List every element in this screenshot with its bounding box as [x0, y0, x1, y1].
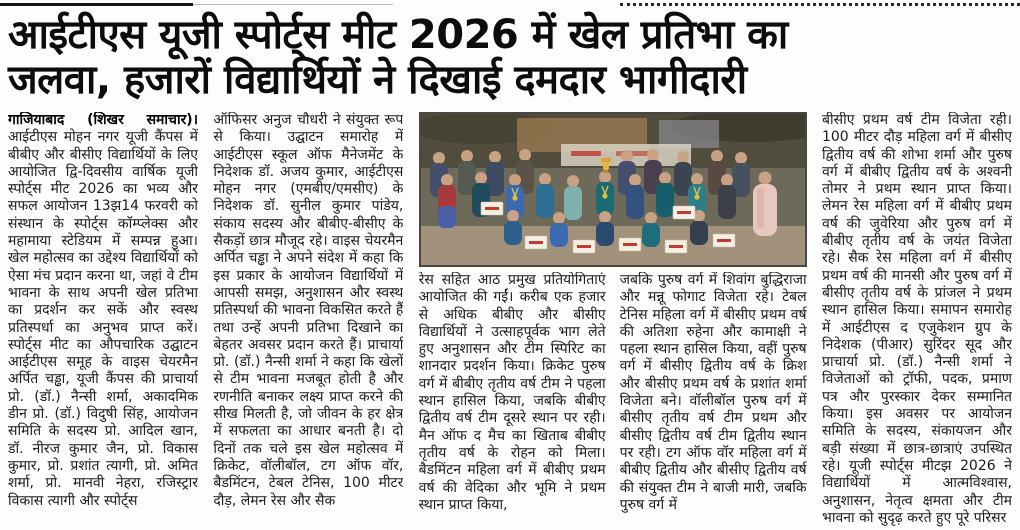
top-rule-dotted — [620, 3, 1020, 6]
article-column-2 — [213, 112, 403, 530]
article-column-5 — [822, 112, 1012, 530]
headline-line-1: आईटीएस यूजी स्पोर्ट्स मीट 2026 में खेल प्रतिभा का — [8, 12, 788, 58]
column-3-paragraph: रेस सहित आठ प्रमुख प्रतियोगिताएं आयोजित की गईं। करीब एक हजार से अधिक बीबीए और बीसीए विद्यार्थियों ने उत्साहपूर्वक भाग लेते हुए अनुशासन और टीम स्पिरिट का शानदार प्रदर्शन किया। क्रिकेट पुरुष वर्ग में बीबीए तृतीय वर्ष टीम ने पहला स्थान हासिल किया, जबकि बीबीए द्वितीय वर्ष टीम दूसरे स्थान पर रही। मैन ऑफ द मैच का खिताब बीबीए तृतीय वर्ष के रोहन को मिला। बैडमिंटन महिला वर्ग में बीबीए प्रथम वर्ष की वेदिका और भूमि ने प्रथम स्थान प्राप्त किया, — [418, 272, 606, 513]
group-photo-image — [421, 114, 805, 265]
column-1-paragraph: आईटीएस मोहन नगर यूजी कैंपस में बीबीए और बीसीए विद्यार्थियों के लिए आयोजित द्वि-दिवसीय वार्षिक यूजी स्पोर्ट्स मीट 2026 का भव्य और सफल आयोजन 13झ14 फरवरी को संस्थान के स्पोर्ट्स कॉम्प्लेक्स और महामाया स्टेडियम में सम्पन्न हुआ। खेल महोत्सव का उद्देश्य विद्यार्थियों को ऐसा मंच प्रदान करना था, जहां वे टीम भावना के साथ अपनी खेल प्रतिभा का प्रदर्शन कर सकें और स्वस्थ प्रतिस्पर्धा का अनुभव प्राप्त करें। स्पोर्ट्स मीट का औपचारिक उद्घाटन आईटीएस समूह के वाइस चेयरमैन अर्पित चड्ढा, यूजी कैंपस की प्राचार्या प्रो. (डॉ.) नैन्सी शर्मा, अकादमिक डीन प्रो. (डॉ.) विदुषी सिंह, आयोजन समिति के सदस्य प्रो. आदिल खान, डॉ. नीरज कुमार जैन, प्रो. विकास कुमार, प्रो. प्रशांत त्यागी, प्रो. अमित शर्मा, प्रो. मानवी नेहरा, रजिस्ट्रार विकास त्यागी और स्पोर्ट्स — [8, 129, 198, 509]
column-4-paragraph: जबकि पुरुष वर्ग में शिवांग बुद्धिराजा और मन्नू फोगाट विजेता रहे। टेबल टेनिस महिला वर्ग में बीसीए प्रथम वर्ष की अतिशा रुहेना और कामाक्षी ने पहला स्थान हासिल किया, वहीं पुरुष वर्ग में बीसीए द्वितीय वर्ष के क्रिश और बीसीए प्रथम वर्ष के प्रशांत शर्मा विजेता बने। वॉलीबॉल पुरुष वर्ग में बीसीए तृतीय वर्ष टीम प्रथम और बीसीए द्वितीय वर्ष टीम द्वितीय स्थान पर रही। टग ऑफ वॉर महिला वर्ग में बीबीए द्वितीय और बीसीए द्वितीय वर्ष की संयुक्त टीम ने बाजी मारी, जबकि पुरुष वर्ग में — [619, 272, 807, 513]
top-rule-thin — [193, 4, 393, 5]
article-column-4 — [620, 272, 807, 514]
article-body — [0, 110, 1020, 530]
headline-line-2: जलवा, हजारों विद्यार्थियों ने दिखाई दमदार भागीदारी — [8, 57, 747, 103]
top-rule-solid — [0, 3, 193, 6]
article-middle-section — [419, 112, 807, 530]
column-2-paragraph: ऑफिसर अनुज चौधरी ने संयुक्त रूप से किया। उद्घाटन समारोह में आईटीएस स्कूल ऑफ मैनेजमेंट के निदेशक डॉ. अजय कुमार, आईटीएस मोहन नगर (एमबीए/एमसीए) के निदेशक डॉ. सुनील कुमार पांडेय, संकाय सदस्य और बीबीए-बीसीए के सैकड़ों छात्र मौजूद रहे। वाइस चेयरमैन अर्पित चड्ढा ने अपने संदेश में कहा कि इस प्रकार के आयोजन विद्यार्थियों में आपसी समझ, अनुशासन और स्वस्थ प्रतिस्पर्धा की भावना विकसित करते हैं तथा उन्हें अपनी प्रतिभा दिखाने का बेहतर अवसर प्रदान करते हैं। प्राचार्या प्रो. (डॉ.) नैन्सी शर्मा ने कहा कि खेलों से टीम भावना मजबूत होती है और रणनीति बनाकर लक्ष्य प्राप्त करने की सीख मिलती है, जो जीवन के हर क्षेत्र में सफलता का आधार बनती है। दो दिनों तक चले इस खेल महोत्सव में क्रिकेट, वॉलीबॉल, टग ऑफ वॉर, बैडमिंटन, टेबल टेनिस, 100 मीटर दौड़, लेमन रेस और सैक — [213, 112, 404, 509]
article-headline — [8, 13, 1012, 103]
article-column-3 — [419, 272, 606, 514]
dateline: गाजियाबाद (शिखर समाचार)। — [8, 112, 198, 128]
columns-under-photo — [419, 272, 807, 514]
article-column-1 — [8, 112, 198, 530]
column-1-text — [8, 112, 198, 510]
news-photo-frame — [419, 112, 807, 267]
column-5-paragraph: बीसीए प्रथम वर्ष टीम विजेता रही। 100 मीटर दौड़ महिला वर्ग में बीसीए द्वितीय वर्ष की शोभा शर्मा और पुरुष वर्ग में बीबीए द्वितीय वर्ष के अश्वनी तोमर ने प्रथम स्थान प्राप्त किया। लेमन रेस महिला वर्ग में बीबीए प्रथम वर्ष की जुवेरिया और पुरुष वर्ग में बीबीए तृतीय वर्ष के जयंत विजेता रहे। सैक रेस महिला वर्ग में बीसीए प्रथम वर्ष की मानसी और पुरुष वर्ग में बीसीए तृतीय वर्ष के प्रांजल ने प्रथम स्थान हासिल किया। समापन समारोह में आईटीएस द एजुकेशन ग्रुप के निदेशक (पीआर) सुरिंदर सूद और प्राचार्या प्रो. (डॉ.) नैन्सी शर्मा ने विजेताओं को ट्रॉफी, पदक, प्रमाण पत्र और पुरस्कार देकर सम्मानित किया। इस अवसर पर आयोजन समिति के सदस्य, संकायजन और बड़ी संख्या में छात्र-छात्राएं उपस्थित रहे। यूजी स्पोर्ट्स मीटझ 2026 ने विद्यार्थियों में आत्मविश्वास, अनुशासन, नेतृत्व क्षमता और टीम भावना को सुदृढ़ करते हुए पूरे परिसर — [821, 112, 1012, 526]
